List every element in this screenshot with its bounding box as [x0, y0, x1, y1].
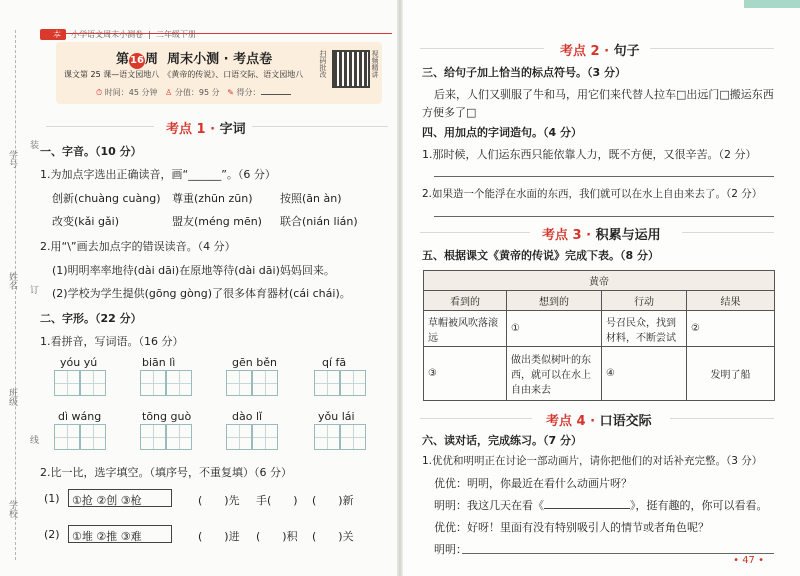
kp4-badge: 考点 4	[546, 414, 586, 429]
blank-slot[interactable]: ( )进	[198, 530, 240, 543]
kp2-rule-left	[420, 48, 544, 49]
kp1-rule-right	[252, 126, 388, 127]
pinyin-label: yóu yú	[60, 356, 98, 369]
table-cell-blank[interactable]: ②	[687, 311, 775, 347]
writing-cell[interactable]	[226, 424, 252, 450]
kp3-heading: 考点 3 · 积累与运用	[542, 228, 661, 243]
blank-slot[interactable]: ( )积	[256, 530, 298, 543]
answer-line[interactable]	[434, 176, 774, 177]
kp4-title: 口语交际	[599, 414, 652, 429]
choice-prefix-1: (1)	[44, 492, 60, 505]
score-got: 得分：	[236, 88, 261, 97]
time-limit: 时间：45 分钟	[104, 88, 158, 97]
kp3-rule-left	[420, 232, 530, 233]
table-cell: 号召民众，找到材料，不断尝试	[602, 311, 687, 347]
pen-icon: ✎	[227, 88, 234, 97]
kp3-rule-right	[682, 232, 774, 233]
cut-mark-2: 订	[28, 285, 38, 294]
table-header: 想到的	[507, 291, 602, 311]
grade-label: 二年级下册	[155, 30, 196, 39]
video-label: 视频精讲	[371, 50, 379, 78]
dialog-part: 》，挺有趣的，你可以看看。	[630, 499, 768, 512]
q3-prompt: 1.看拼音，写词语。（16 分）	[40, 335, 184, 348]
s4-line-2: 2.如果造一个能浮在水面的东西，我们就可以在水上自由来去了。（2 分）	[422, 188, 763, 200]
pinyin-label: gēn běn	[232, 356, 277, 369]
dialog-line	[434, 497, 768, 513]
q1-item[interactable]: 盟友(méng mēn)	[172, 215, 262, 228]
cut-line	[15, 30, 16, 560]
answer-line[interactable]	[462, 553, 774, 554]
s3-line-2[interactable]: 方便多了□	[422, 106, 477, 119]
choice-prefix-2: (2)	[44, 528, 60, 541]
q1-item[interactable]: 联合(nián lián)	[280, 215, 358, 228]
school-label: 学校	[7, 500, 17, 518]
page-number: • 47 •	[733, 555, 764, 566]
kp4-rule-right	[670, 418, 774, 419]
corner-tab	[744, 0, 800, 8]
q2-line-2[interactable]: (2)学校为学生提供(gōng gòng)了很多体育器材(cái chái)。	[52, 287, 351, 300]
page-title	[116, 48, 272, 69]
table-cell: 发明了船	[687, 347, 775, 401]
writing-cell[interactable]	[54, 370, 80, 396]
header-divider: |	[148, 30, 151, 39]
q1-item[interactable]: 创新(chuàng cuàng)	[52, 192, 161, 205]
s4-line-1: 1.那时候，人们运东西只能依靠人力，既不方便，又很辛苦。（2 分）	[422, 148, 757, 161]
name-label: 姓名	[7, 272, 17, 290]
dialog-line: 明明：	[434, 543, 467, 556]
dialog-part: 明明：我这几天在看《	[434, 499, 544, 512]
kp4-rule-left	[420, 418, 532, 419]
kp2-rule-right	[650, 48, 774, 49]
table-cell: 做出类似树叶的东西，就可以在水上自由来去	[507, 347, 602, 401]
q1-item[interactable]: 按照(ān àn)	[280, 192, 342, 205]
pinyin-label: dì wáng	[58, 410, 102, 423]
blank-slot[interactable]: 手( )	[256, 494, 298, 507]
section-5: 五、根据课文《黄帝的传说》完成下表。（8 分）	[422, 249, 659, 262]
dialog-line: 优优：好呀！里面有没有特别吸引人的情节或者角色呢？	[434, 521, 709, 534]
student-no-label: 学号	[7, 150, 17, 168]
table-cell-blank[interactable]: ①	[507, 311, 602, 347]
header-rule	[40, 33, 392, 34]
pinyin-label: tōng guò	[142, 410, 192, 423]
table-cell-blank[interactable]: ③	[424, 347, 507, 401]
binding-strip	[0, 0, 38, 576]
table-caption: 黄帝	[424, 271, 775, 291]
page-header	[40, 22, 196, 41]
class-label: 班级	[7, 388, 17, 406]
writing-cell[interactable]	[340, 424, 366, 450]
q1-item[interactable]: 改变(kǎi gǎi)	[52, 215, 120, 228]
writing-cell[interactable]	[226, 370, 252, 396]
kp3-badge: 考点 3	[542, 228, 582, 243]
kp2-title: 句子	[613, 44, 640, 59]
score-icon: ♙	[165, 88, 173, 97]
section-3: 三、给句子加上恰当的标点符号。（3 分）	[422, 66, 626, 79]
writing-cell[interactable]	[140, 370, 166, 396]
page-number-value: 47	[742, 555, 755, 566]
kp1-title: 字词	[219, 122, 246, 137]
kp1-badge: 考点 1	[166, 122, 206, 137]
blank-slot[interactable]: ( )关	[312, 530, 354, 543]
pinyin-label: biān lì	[142, 356, 176, 369]
table-cell-blank[interactable]: ④	[602, 347, 687, 401]
kp1-rule-left	[46, 126, 154, 127]
title-box	[56, 42, 382, 104]
writing-cell[interactable]	[80, 424, 106, 450]
dialog-line: 优优：明明，你最近在看什么动画片呀？	[434, 477, 632, 490]
writing-cell[interactable]	[80, 370, 106, 396]
week-prefix: 第	[116, 52, 130, 67]
section-6: 六、读对话，完成练习。（7 分）	[422, 434, 582, 447]
s6-q1: 1.优优和明明正在讨论一部动画片，请你把他们的对话补充完整。（3 分）	[422, 455, 763, 467]
writing-cell[interactable]	[140, 424, 166, 450]
section-1: 一、字音。（10 分）	[40, 145, 142, 158]
qr-label: 扫码批改	[319, 50, 327, 78]
title-blank[interactable]	[544, 508, 630, 509]
pinyin-label: qí fā	[322, 356, 347, 369]
brand-tag: 一本	[40, 29, 66, 40]
kp2-heading: 考点 2 · 句子	[560, 44, 640, 59]
table-header: 结果	[687, 291, 775, 311]
writing-cell[interactable]	[166, 424, 192, 450]
huangdi-table	[423, 270, 775, 401]
kp3-title: 积累与运用	[595, 228, 661, 243]
pinyin-label: yǒu lái	[318, 410, 355, 423]
writing-cell[interactable]	[314, 424, 340, 450]
table-header: 看到的	[424, 291, 507, 311]
writing-cell[interactable]	[314, 370, 340, 396]
section-2: 二、字形。（22 分）	[40, 312, 142, 325]
clock-icon: ⏱	[96, 88, 103, 97]
q1-item[interactable]: 尊重(zhūn zūn)	[172, 192, 253, 205]
kp1-heading: 考点 1 · 字词	[166, 122, 246, 137]
qr-code[interactable]	[332, 50, 370, 88]
q2-line-1[interactable]: (1)明明率率地待(dài dāi)在原地等待(dài dāi)妈妈回来。	[52, 264, 335, 277]
blank-slot[interactable]: ( )先	[198, 494, 240, 507]
choice-options-2: ①堆 ②推 ③难	[72, 530, 142, 543]
q2-prompt: 2.用“\”画去加点字的错误读音。（4 分）	[40, 240, 236, 253]
total-score: 分值：95 分	[174, 88, 220, 97]
s3-line-1[interactable]: 后来，人们又驯服了牛和马，用它们来代替人拉车□出远门□搬运东西	[434, 88, 774, 101]
blank-slot[interactable]: ( )新	[312, 494, 354, 507]
week-suffix: 周	[145, 52, 159, 67]
pinyin-label: dào lǐ	[232, 410, 263, 423]
kp4-heading: 考点 4 · 口语交际	[546, 414, 652, 429]
week-number: 16	[129, 53, 145, 69]
writing-cell[interactable]	[166, 370, 192, 396]
cut-mark-1: 装	[28, 140, 38, 149]
cut-mark-3: 线	[28, 435, 38, 444]
answer-line[interactable]	[434, 216, 774, 217]
choice-options-1: ①抢 ②创 ③枪	[72, 494, 142, 507]
writing-cell[interactable]	[340, 370, 366, 396]
quiz-title: 周末小测 · 考点卷	[167, 52, 273, 67]
scope-text: 课文第 25 课—语文园地八 《黄帝的传说》、口语交际、语文园地八	[64, 70, 304, 79]
writing-cell[interactable]	[252, 370, 278, 396]
q4-prompt: 2.比一比，选字填空。（填序号，不重复填）（6 分）	[40, 466, 292, 479]
meta-row	[96, 87, 291, 98]
series-name: 小学语文周末小测卷	[71, 30, 144, 39]
writing-cell[interactable]	[54, 424, 80, 450]
table-header: 行动	[602, 291, 687, 311]
section-4: 四、用加点的字词造句。（4 分）	[422, 126, 582, 139]
writing-cell[interactable]	[252, 424, 278, 450]
table-cell: 草帽被风吹落滚远	[424, 311, 507, 347]
kp2-badge: 考点 2	[560, 44, 600, 59]
book-gutter	[397, 0, 403, 576]
q1-prompt: 1.为加点字选出正确读音，画“______”。（6 分）	[40, 168, 276, 181]
